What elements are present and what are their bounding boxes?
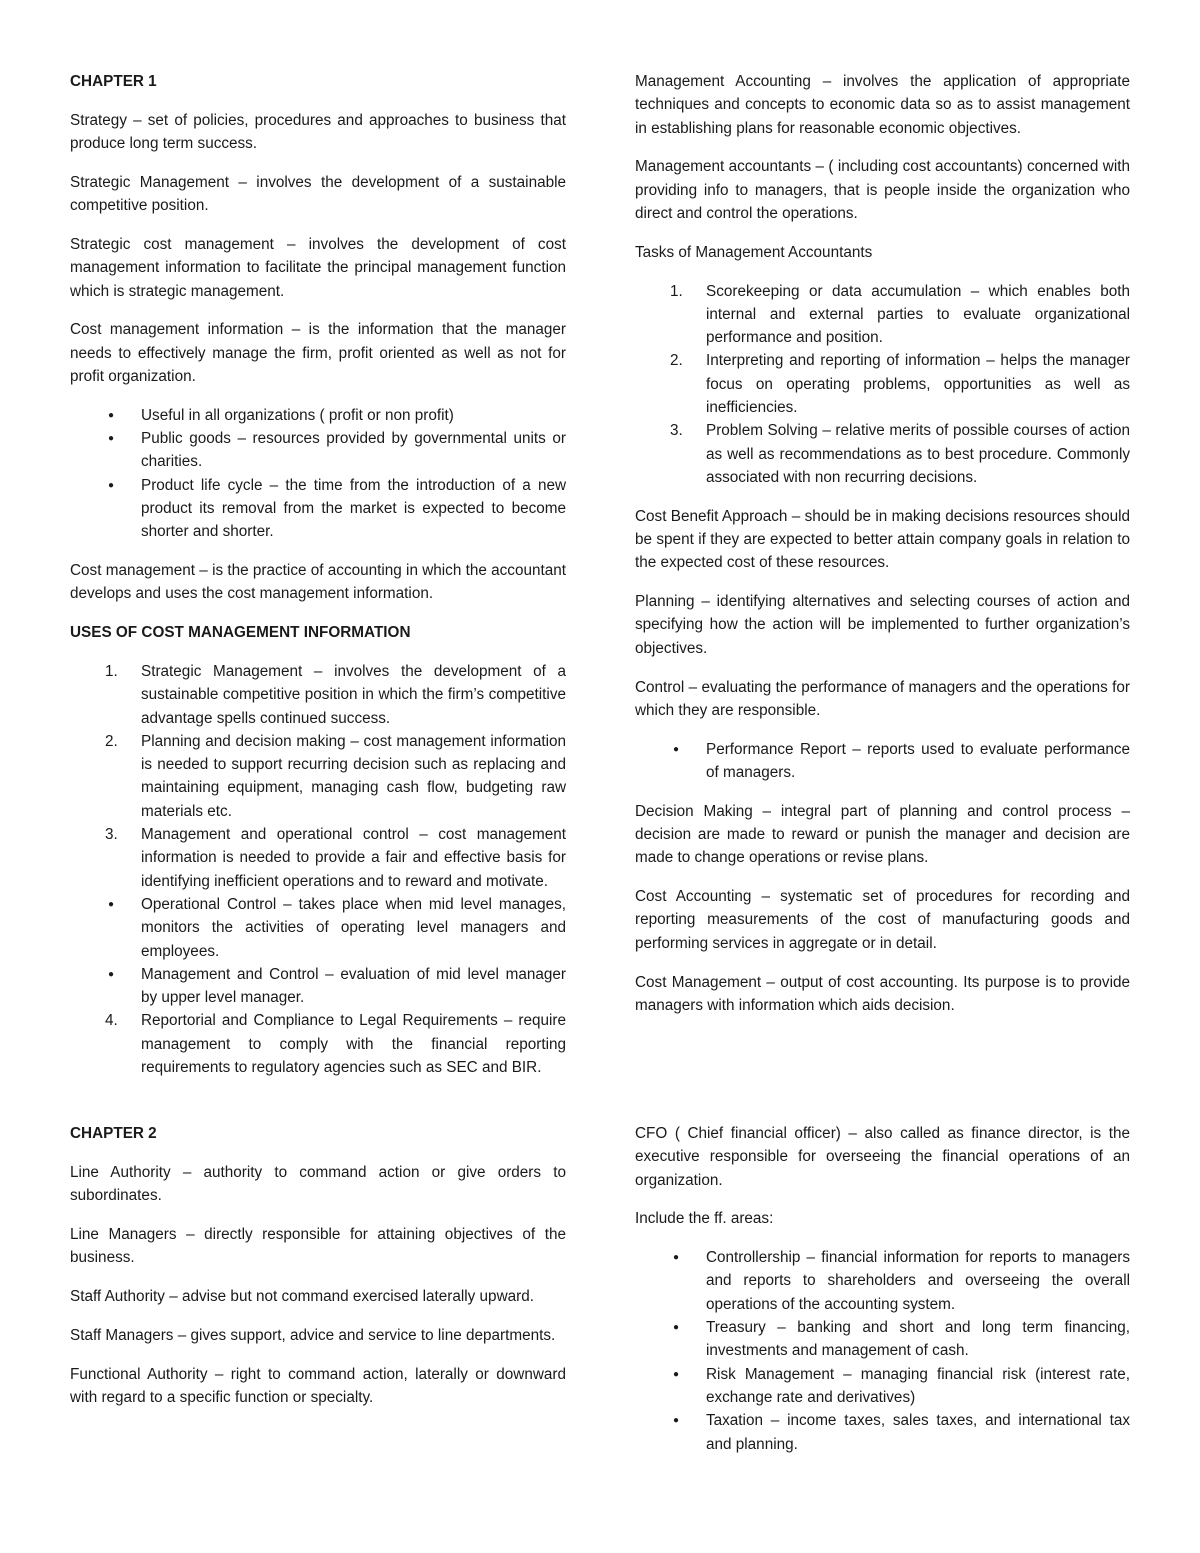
bullet-icon: ● (108, 479, 115, 491)
list-marker: 2. (105, 732, 118, 750)
right-column-bottom (635, 1122, 1130, 1456)
control-definition: Control – evaluating the performance of managers and the operations for which they are responsible. (635, 678, 1130, 719)
bullet-icon: ● (108, 433, 115, 445)
list-item: ● Taxation – income taxes, sales taxes, and international tax and planning. (635, 1409, 1130, 1456)
tasks-list (635, 280, 1130, 490)
chapter-2-title: CHAPTER 2 (70, 1125, 157, 1142)
list-item: ● Useful in all organizations ( profit or non profit) (70, 404, 566, 427)
uses-heading: USES OF COST MANAGEMENT INFORMATION (70, 624, 411, 642)
right-column-top (635, 70, 1130, 1017)
bullet-icon: ● (108, 898, 115, 910)
list-item: 1. Scorekeeping or data accumulation – which enables both internal and external parties to evaluate organizational performance and position. (635, 280, 1130, 350)
chapter-1-title: CHAPTER 1 (70, 73, 157, 90)
bullet-icon: ● (673, 743, 680, 755)
decision-making-definition: Decision Making – integral part of planning and control process – decision are made to reward or punish the manager and decision are made to change operations or revise plans. (635, 802, 1130, 867)
list-marker: 1. (670, 282, 683, 300)
list-item: ● Management and Control – evaluation of mid level manager by upper level manager. (70, 963, 566, 1010)
cost-management-definition: Cost management – is the practice of accounting in which the accountant develops and uses the cost management information. (70, 562, 566, 603)
list-item: 3. Problem Solving – relative merits of possible courses of action as well as recommendations as to best procedure. Commonly associated with non recurring decisions. (635, 419, 1130, 489)
list-marker: 1. (105, 662, 118, 680)
bullet-icon: ● (673, 1322, 680, 1334)
list-marker: 2. (670, 352, 683, 370)
cost-benefit-approach-definition: Cost Benefit Approach – should be in making decisions resources should be spent if they are expected to better attain company goals in relation to the expected cost of these resources. (635, 507, 1130, 572)
list-item: 4. Reportorial and Compliance to Legal Requirements – require management to comply with the financial reporting requirements to regulatory agencies such as SEC and BIR. (70, 1009, 566, 1079)
list-item: ● Risk Management – managing financial risk (interest rate, exchange rate and derivatives) (635, 1363, 1130, 1410)
cost-management-output-definition: Cost Management – output of cost accounting. Its purpose is to provide managers with information which aids decision. (635, 973, 1130, 1014)
bullet-icon: ● (108, 409, 115, 421)
list-item: 1. Strategic Management – involves the development of a sustainable competitive position in which the firm’s competitive advantage spells continued success. (70, 660, 566, 730)
bullet-icon: ● (673, 1368, 680, 1380)
list-marker: 3. (670, 422, 683, 440)
list-item: ● Performance Report – reports used to evaluate performance of managers. (635, 738, 1130, 785)
list-item: ● Treasury – banking and short and long term financing, investments and management of cash. (635, 1316, 1130, 1363)
list-item: 2. Interpreting and reporting of information – helps the manager focus on operating problems, opportunities as well as inefficiencies. (635, 349, 1130, 419)
include-heading: Include the ff. areas: (635, 1210, 774, 1228)
management-accountants-definition: Management accountants – ( including cost accountants) concerned with providing info to managers, that is people inside the organization who direct and control the operations. (635, 158, 1130, 222)
bullet-icon: ● (673, 1252, 680, 1264)
cost-management-information-bullets (70, 404, 566, 544)
list-item: 3. Management and operational control – cost management information is needed to provide a fair and effective basis for identifying inefficient operations and to reward and motivate. (70, 823, 566, 893)
management-accounting-definition: Management Accounting – involves the application of appropriate techniques and concepts to economic data so as to assist management in establishing plans for reasonable economic objectives. (635, 73, 1130, 137)
cost-management-information-definition: Cost management information – is the information that the manager needs to effectively manage the firm, profit oriented as well as not for profit organization. (70, 321, 566, 385)
list-item: ● Public goods – resources provided by governmental units or charities. (70, 427, 566, 474)
staff-authority-definition: Staff Authority – advise but not command exercised laterally upward. (70, 1287, 534, 1305)
staff-managers-definition: Staff Managers – gives support, advice and service to line departments. (70, 1326, 556, 1344)
control-bullets (635, 738, 1130, 785)
cfo-definition: CFO ( Chief financial officer) – also called as finance director, is the executive responsible for overseeing the financial operations of an organization. (635, 1125, 1130, 1189)
strategic-cost-management-definition: Strategic cost management – involves the development of cost management information to facilitate the principal management function which is strategic management. (70, 235, 566, 300)
uses-list (70, 660, 566, 1079)
list-item: 2. Planning and decision making – cost management information is needed to support recurring decision such as replacing and maintaining equipment, managing cash flow, budgeting raw materials etc. (70, 730, 566, 823)
planning-definition: Planning – identifying alternatives and selecting courses of action and specifying how the action will be implemented to further organization’s objectives. (635, 593, 1130, 657)
strategic-management-definition: Strategic Management – involves the development of a sustainable competitive position. (70, 173, 566, 215)
strategy-definition: Strategy – set of policies, procedures and approaches to business that produce long term success. (70, 111, 566, 153)
line-authority-definition: Line Authority – authority to command action or give orders to subordinates. (70, 1163, 566, 1205)
bullet-icon: ● (673, 1415, 680, 1427)
list-item: ● Product life cycle – the time from the introduction of a new product its removal from the market is expected to become shorter and shorter. (70, 474, 566, 544)
list-marker: 3. (105, 826, 118, 844)
list-marker: 4. (105, 1012, 118, 1030)
cost-accounting-definition: Cost Accounting – systematic set of procedures for recording and reporting measurements of the cost of manufacturing goods and performing services in aggregate or in detail. (635, 888, 1130, 952)
left-column-top (70, 70, 566, 1079)
tasks-heading: Tasks of Management Accountants (635, 243, 873, 261)
left-column-bottom (70, 1122, 566, 1409)
bullet-icon: ● (108, 968, 115, 980)
line-managers-definition: Line Managers – directly responsible for attaining objectives of the business. (70, 1225, 566, 1267)
list-item: ● Operational Control – takes place when mid level manages, monitors the activities of operating level managers and employees. (70, 893, 566, 963)
list-item: ● Controllership – financial information for reports to managers and reports to shareholders and overseeing the overall operations of the accounting system. (635, 1246, 1130, 1316)
functional-authority-definition: Functional Authority – right to command action, laterally or downward with regard to a specific function or specialty. (70, 1365, 566, 1406)
cfo-areas-list (635, 1246, 1130, 1456)
